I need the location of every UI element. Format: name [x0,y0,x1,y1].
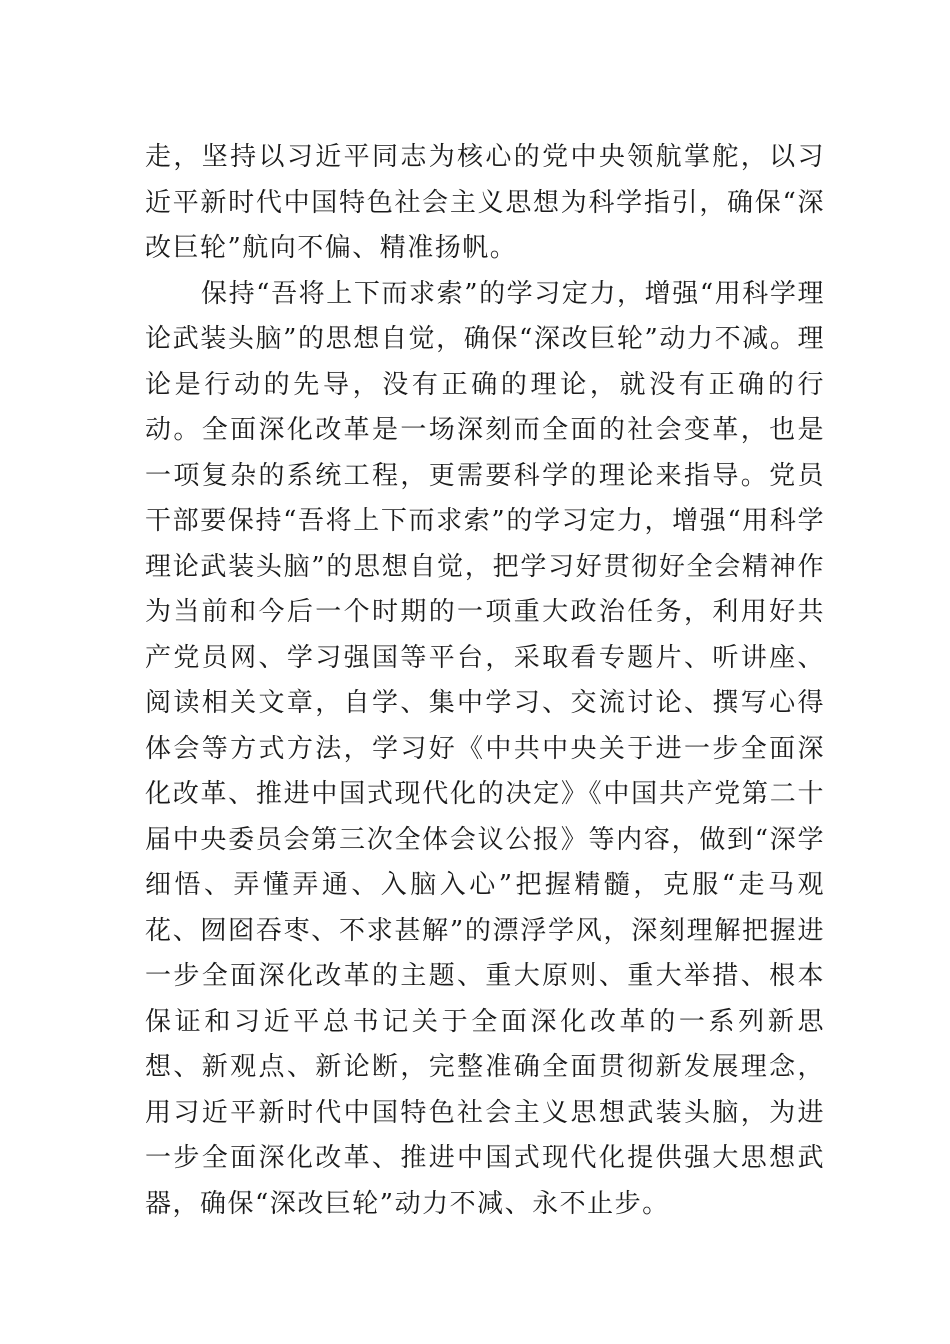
paragraph-continued: 走，坚持以习近平同志为核心的党中央领航掌舵，以习近平新时代中国特色社会主义思想为科学指引，确保“深改巨轮”航向不偏、精准扬帆。 [145,142,825,263]
paragraph-learning-focus: 保持“吾将上下而求索”的学习定力，增强“用科学理论武装头脑”的思想自觉，确保“深改巨轮”动力不减。理论是行动的先导，没有正确的理论，就没有正确的行动。全面深化改革是一场深刻而全面的社会变革，也是一项复杂的系统工程，更需要科学的理论来指导。党员干部要保持“吾将上下而求索”的学习定力，增强“用科学理论武装头脑”的思想自觉，把学习好贯彻好全会精神作为当前和今后一个时期的一项重大政治任务，利用好共产党员网、学习强国等平台，采取看专题片、听讲座、阅读相关文章，自学、集中学习、交流讨论、撰写心得体会等方式方法，学习好《中共中央关于进一步全面深化改革、推进中国式现代化的决定》《中国共产党第二十届中央委员会第三次全体会议公报》等内容，做到“深学细悟、弄懂弄通、入脑入心”把握精髓，克服“走马观花、囫囵吞枣、不求甚解”的漂浮学风，深刻理解把握进一步全面深化改革的主题、重大原则、重大举措、根本保证和习近平总书记关于全面深化改革的一系列新思想、新观点、新论断，完整准确全面贯彻新发展理念，用习近平新时代中国特色社会主义思想武装头脑，为进一步全面深化改革、推进中国式现代化提供强大思想武器，确保“深改巨轮”动力不减、永不止步。 [145,278,825,1219]
document-body [145,135,825,1227]
